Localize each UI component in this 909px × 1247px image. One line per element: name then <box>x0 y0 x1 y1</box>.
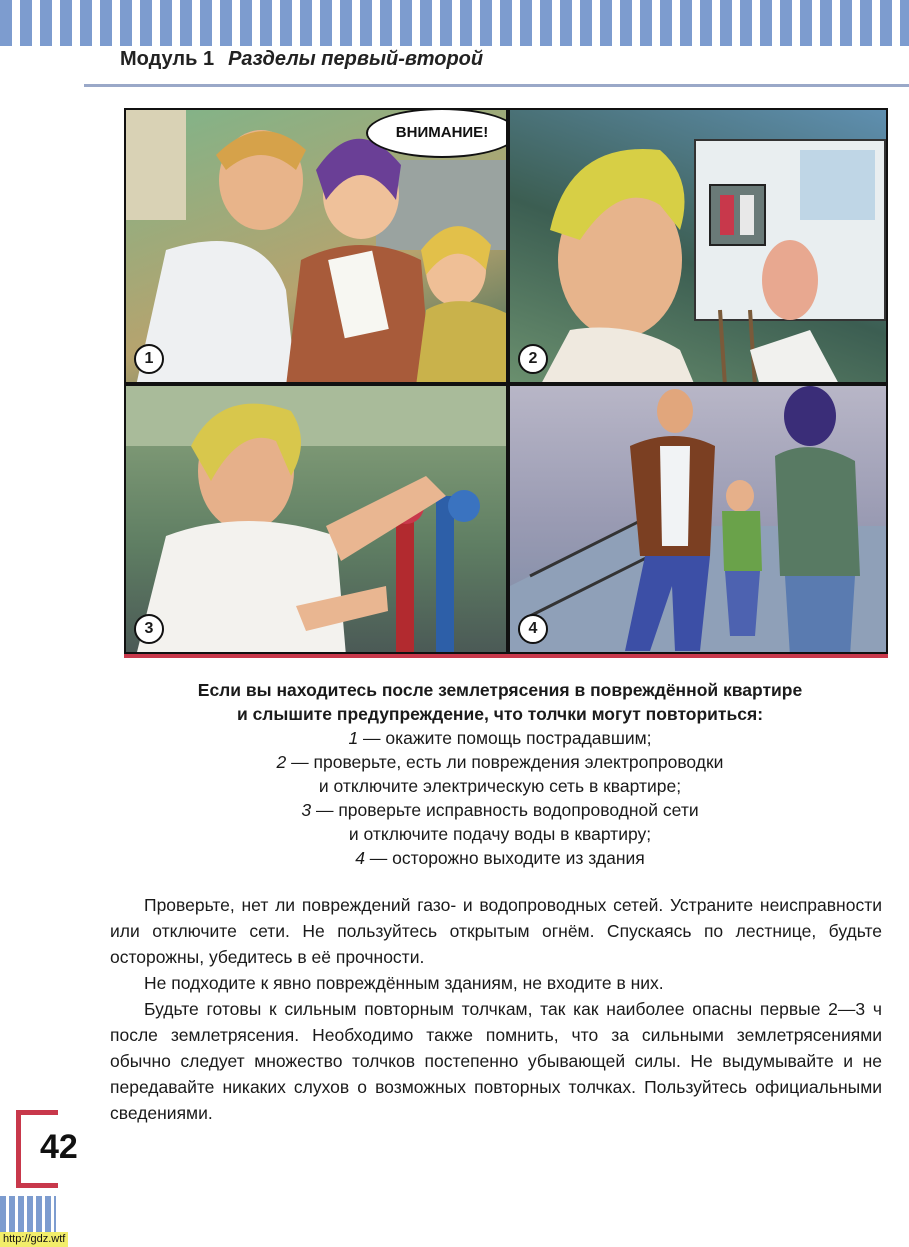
panel-number-1: 1 <box>134 344 164 374</box>
header-divider <box>84 84 909 87</box>
comic-panel-3 <box>124 384 508 654</box>
caption-item: 3 — проверьте исправность водопроводной сети <box>301 800 699 820</box>
module-label: Модуль 1 <box>120 48 215 70</box>
paragraph: Будьте готовы к сильным повторным толчкам, так как наиболее опасны первые 2—3 ч после землетрясения. Необходимо также помнить, что за сильными землетрясениями обычно следует множество толчков постепенно убывающей силы. Не выдумывайте и не передавайте никаких слухов о возможных повторных толчках. Пользуйтесь официальными сведениями. <box>110 999 882 1123</box>
caption-item: и отключите электрическую сеть в квартире; <box>318 776 682 796</box>
paragraph: Проверьте, нет ли повреждений газо- и водопроводных сетей. Устраните неисправности или отключите сети. Не пользуйтесь открытым огнём. Спускаясь по лестнице, будьте осторожны, убедитесь в её прочности. <box>110 895 882 967</box>
caption-item: 1 — окажите помощь пострадавшим; <box>348 728 652 748</box>
page-header <box>120 48 483 71</box>
comic-panel-4 <box>508 384 888 654</box>
top-decorative-stripe <box>0 0 909 46</box>
section-label: Разделы первый-второй <box>228 48 484 70</box>
comic-panel-1 <box>124 108 508 384</box>
caption-heading-line-1: Если вы находитесь после землетрясения в повреждённой квартире <box>197 680 803 700</box>
panel-number-2: 2 <box>518 344 548 374</box>
body-text <box>110 892 882 1126</box>
panel-number-4: 4 <box>518 614 548 644</box>
page-number: 42 <box>40 1128 78 1166</box>
panel-2-art <box>510 110 888 384</box>
panel-4-art <box>510 386 888 654</box>
caption-heading-line-2: и слышите предупреждение, что толчки могут повториться: <box>236 704 764 724</box>
caption-item: и отключите подачу воды в квартиру; <box>348 824 652 844</box>
comic-caption <box>110 678 890 870</box>
bottom-decorative-stripe <box>0 1196 56 1232</box>
caption-item: 2 — проверьте, есть ли повреждения электропроводки <box>276 752 724 772</box>
caption-item: 4 — осторожно выходите из здания <box>355 848 645 868</box>
panel-3-art <box>126 386 508 654</box>
paragraph: Не подходите к явно повреждённым зданиям, не входите в них. <box>144 973 664 993</box>
speech-bubble: ВНИМАНИЕ! <box>366 108 508 158</box>
panel-number-3: 3 <box>134 614 164 644</box>
comic-panel-2 <box>508 108 888 384</box>
watermark: http://gdz.wtf <box>0 1232 68 1247</box>
comic-illustration <box>124 108 888 658</box>
